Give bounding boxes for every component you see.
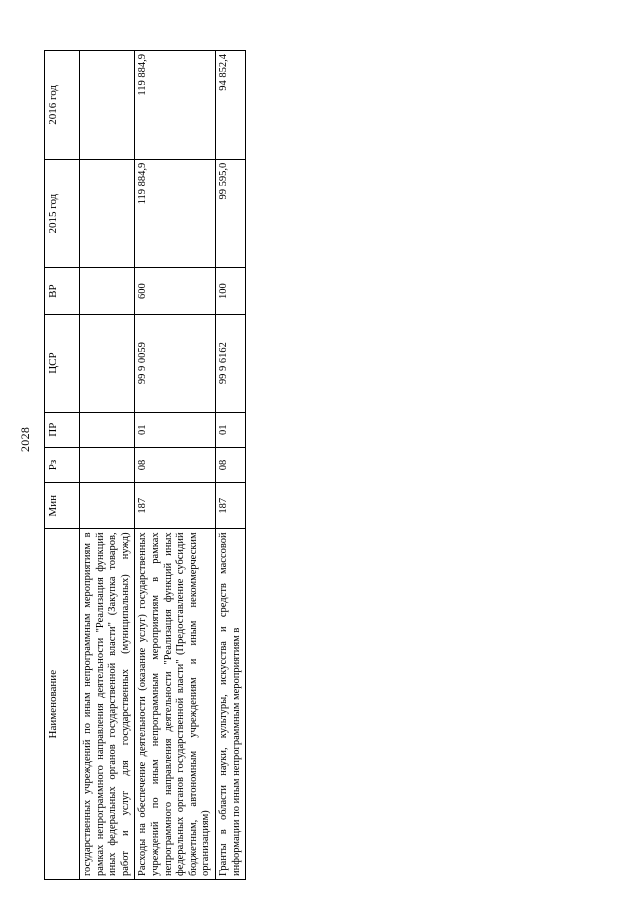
- header-cell-pr: ПР: [45, 412, 80, 447]
- cell-2016: 119 884,9: [135, 51, 216, 160]
- cell-2015: 99 595,0: [215, 159, 245, 268]
- cell-vr: 600: [135, 268, 216, 314]
- cell-2016: 94 852,4: [215, 51, 245, 160]
- rotated-table-wrapper: [44, 50, 604, 880]
- table-header-row: [45, 51, 80, 880]
- header-cell-2016: 2016 год: [45, 51, 80, 160]
- cell-vr: [80, 268, 135, 314]
- cell-name: Гранты в области науки, культуры, искусства и средств массовой информации по иным непрограммным мероприятиям в: [215, 529, 245, 880]
- cell-name: Расходы на обеспечение деятельности (оказание услуг) государственных учреждений по иным непрограммным мероприятиям в рамках непрограммного направления деятельности "Реализация функций иных федеральных органов государственной власти" (Предоставление субсидий бюджетным, автономным учреждениям и иным некоммерческим организациям): [135, 529, 216, 880]
- cell-2015: 119 884,9: [135, 159, 216, 268]
- cell-rz: [80, 447, 135, 482]
- cell-name: государственных учреждений по иным непрограммным мероприятиям в рамках непрограммного направления деятельности "Реализация функций иных федеральных органов государственной власти" (Закупка товаров, работ и услуг для государственных (муниципальных) нужд): [80, 529, 135, 880]
- table-row: [215, 51, 245, 880]
- cell-csr: [80, 314, 135, 412]
- cell-2015: [80, 159, 135, 268]
- header-cell-rz: Рз: [45, 447, 80, 482]
- table-row: [80, 51, 135, 880]
- header-cell-2015: 2015 год: [45, 159, 80, 268]
- cell-min: 187: [215, 483, 245, 529]
- cell-csr: 99 9 6162: [215, 314, 245, 412]
- cell-rz: 08: [215, 447, 245, 482]
- header-cell-vr: ВР: [45, 268, 80, 314]
- cell-csr: 99 9 0059: [135, 314, 216, 412]
- header-cell-name: Наименование: [45, 529, 80, 880]
- table-row: [135, 51, 216, 880]
- header-cell-min: Мин: [45, 483, 80, 529]
- cell-vr: 100: [215, 268, 245, 314]
- header-cell-csr: ЦСР: [45, 314, 80, 412]
- page-number: 2028: [18, 426, 32, 452]
- cell-pr: [80, 412, 135, 447]
- cell-rz: 08: [135, 447, 216, 482]
- budget-table: [44, 50, 246, 880]
- cell-min: [80, 483, 135, 529]
- cell-min: 187: [135, 483, 216, 529]
- cell-pr: 01: [135, 412, 216, 447]
- cell-pr: 01: [215, 412, 245, 447]
- cell-2016: [80, 51, 135, 160]
